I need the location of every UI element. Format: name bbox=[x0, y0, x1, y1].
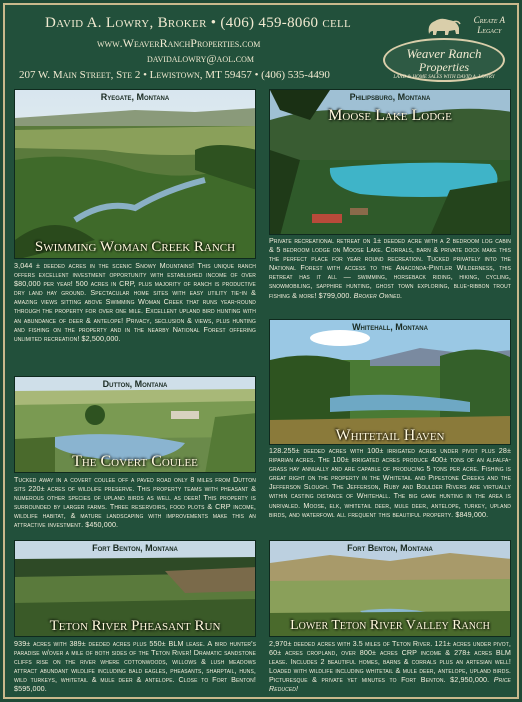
listing-location: Fort Benton, Montana bbox=[347, 543, 433, 553]
email-link[interactable]: davidalowry@aol.com bbox=[147, 53, 254, 65]
listing-location: Dutton, Montana bbox=[102, 379, 168, 389]
listing-description: 939± acres with 389± deeded acres plus 550± BLM lease. A bird hunter's paradise w/over a mile of both sides of the Teton River! Dramatic sandstone cliffs rise on the river where cottonwoods, willows & lush meadows attract abundant wildlife including bald eagles, pheasants, sharptail, huns, wild turkeys, whitetail & mule deer & antelope. Close to Fort Benton! $595,000. bbox=[14, 639, 256, 694]
listing-title: Swimming Woman Creek Ranch bbox=[34, 239, 236, 255]
listing-description: 128.255± deeded acres with 100± irrigated acres under pivot plus 28± riparian acres. The 100± irrigated acres produce 400± tons of an alfalfa-grass hay annually and are capable of producing 5 tons per acre. Fishing is great right on the property in the Whitetail and Pipestone Creeks and the Jefferson Slough. The Jefferson, Ruby and Boulder Rivers are virtually within casting distance of Whitehall. The big game hunting in the area is unrivaled. Moose, elk, whitetail deer, mule deer, antelope, turkey, upland birds, and waterfowl all frequent this beautiful property. $849,000. bbox=[269, 446, 511, 519]
listing-description: 3,044 ± deeded acres in the scenic Snowy Mountains! This unique ranch offers excellent investment opportunity with established income of over $80,000 per year! 500 acres in CRP, plus majority of ranch is productive dry land hay ground. Spectacular home sites with easy utility tie-in & amazing views sitting above Swimming Woman Creek that runs year-round through the property for over one mile. Excellent upland bird hunting with an abundance of deer & antelope! Privacy, seclusion & views, plus hunting and fishing on the property and in the nearby National Forest offering unlimited recreation! $2,500,000. bbox=[14, 261, 256, 343]
listing-title: Lower Teton River Valley Ranch bbox=[290, 618, 490, 633]
company-logo bbox=[379, 11, 513, 87]
page-frame bbox=[3, 3, 519, 699]
listing-title: Moose Lake Lodge bbox=[328, 107, 452, 124]
logo-tagline: Create A Legacy bbox=[473, 15, 505, 35]
listing-photo-lower-teton[interactable] bbox=[269, 540, 511, 637]
listing-description: Private recreational retreat on 1± deeded acre with a 2 bedroom log cabin & 5 bedroom lodge on Moose Lake. Corrals, barn & private dock make this the perfect place for year round recreation. Tucked privately into the National Forest with access to the Anaconda-Pintler Wilderness, this retreat has it all — swimming, horseback riding, hiking, cycling, snowmobiling, sapphire hunting, ghost town exploring, blue-ribbon trout fishing & more! $799,000. Broker Owned. bbox=[269, 236, 511, 300]
logo-oval: Weaver Ranch Properties LAND & HOME SALES WITH DAVID A. LOWRY bbox=[383, 38, 505, 82]
listing-description: Tucked away in a covert coulee off a paved road only 8 miles from Dutton sits 220± acres of wildlife preserve. This property teams with pheasant & numerous other species of upland birds as well as deer! This property is surrounded by larger farms. Three reservoirs, food plots & CRP income, wildlife habitat, & mature landscaping with improvements make this an attractive investment. $450,000. bbox=[14, 475, 256, 530]
listing-photo-teton-pheasant-run[interactable] bbox=[14, 540, 256, 637]
website-link[interactable]: www.WeaverRanchProperties.com bbox=[97, 36, 261, 50]
header bbox=[5, 5, 521, 89]
listing-location: Philipsburg, Montana bbox=[349, 92, 431, 102]
listing-location: Whitehall, Montana bbox=[352, 322, 428, 332]
listing-photo-moose-lake[interactable] bbox=[269, 89, 511, 235]
broker-name-phone: David A. Lowry, Broker • (406) 459-8060 cell bbox=[45, 15, 352, 31]
listing-location: Fort Benton, Montana bbox=[92, 543, 178, 553]
listing-title: The Covert Coulee bbox=[72, 453, 198, 470]
office-address: 207 W. Main Street, Ste 2 • Lewistown, MT 59457 • (406) 535-4490 bbox=[19, 69, 330, 81]
listing-photo-swimming-woman[interactable] bbox=[14, 89, 256, 259]
listing-photo-whitetail-haven[interactable] bbox=[269, 319, 511, 445]
bison-icon bbox=[423, 14, 463, 40]
listing-title: Whitetail Haven bbox=[335, 427, 445, 444]
listing-photo-covert-coulee[interactable] bbox=[14, 376, 256, 473]
listing-title: Teton River Pheasant Run bbox=[49, 618, 221, 634]
listing-description: 2,970± deeded acres with 3.5 miles of Teton River. 121± acres under pivot, 60± acres cropland, over 800± acres CRP income & 278± acres BLM lease. Includes 2 beautiful homes, barns & corrals plus an artesian well! Loaded with wildlife including whitetail & mule deer, antelope, upland birds. Picturesque & private yet minutes to Fort Benton. $2,950,000. Price Reduced! bbox=[269, 639, 511, 694]
listing-location: Ryegate, Montana bbox=[100, 92, 170, 102]
listing-note: Price Reduced! bbox=[269, 675, 511, 694]
listing-note: Broker Owned. bbox=[353, 290, 403, 300]
